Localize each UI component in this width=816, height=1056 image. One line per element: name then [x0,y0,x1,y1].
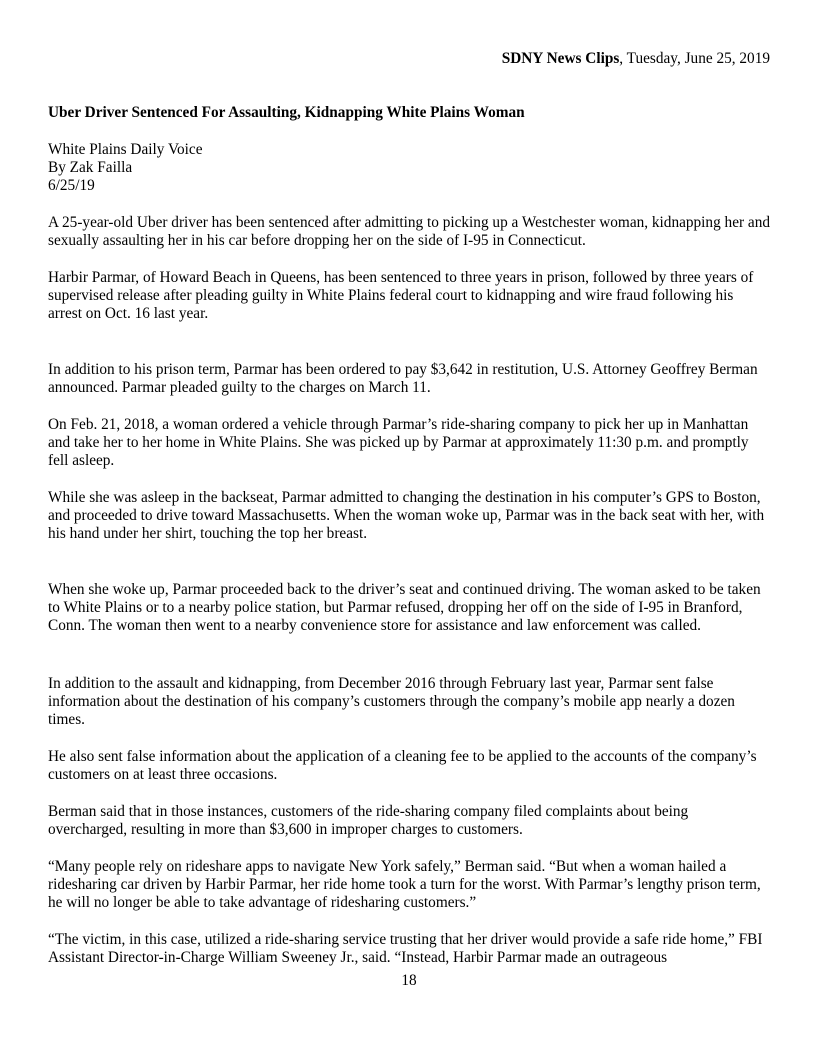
article-paragraph [48,489,770,544]
paragraph-text: A 25-year-old Uber driver has been sentenced after admitting to picking up a Westchester woman, kidnapping her and sexually assaulting her in his car before dropping her on the side of I-95 in Connecticut. [48,214,771,250]
paragraph-text: While she was asleep in the backseat, Parmar admitted to changing the destination in his computer’s GPS to Boston, and proceeded to drive toward Massachusetts. When the woman woke up, Parmar was in the back seat with her, with his hand under her shirt, touching the top her breast. [48,489,765,543]
paragraph-text: He also sent false information about the application of a cleaning fee to be applied to the accounts of the company’s customers on at least three occasions. [48,748,757,784]
paragraph-text: In addition to the assault and kidnapping, from December 2016 through February last year, Parmar sent false information about the destination of his company’s customers through the company’s mobile app nearly a dozen times. [48,675,735,729]
paragraph-text: In addition to his prison term, Parmar has been ordered to pay $3,642 in restitution, U.S. Attorney Geoffrey Berman announced. Parmar pleaded guilty to the charges on March 11. [48,361,758,397]
paragraph-text: On Feb. 21, 2018, a woman ordered a vehicle through Parmar’s ride-sharing company to pick her up in Manhattan and take her to her home in White Plains. She was picked up by Parmar at approximately 11:30 p.m. and promptly fell asleep. [48,416,749,470]
article-paragraph [48,581,770,636]
page-header [502,50,770,68]
paragraph-text: “The victim, in this case, utilized a ride-sharing service trusting that her driver would provide a safe ride home,” FBI Assistant Director-in-Charge William Sweeney Jr., said. “Instead, Harbir Parmar made an outrageous [48,931,763,967]
header-date: , Tuesday, June 25, 2019 [619,50,770,67]
page-number: 18 [401,972,417,989]
article-paragraph [48,361,770,397]
document-page [48,0,770,1056]
article-source: White Plains Daily Voice [48,141,203,158]
article-date: 6/25/19 [48,177,95,195]
article-paragraph [48,675,770,730]
article-meta [48,141,203,196]
paragraph-text: “Many people rely on rideshare apps to navigate New York safely,” Berman said. “But when a woman hailed a ridesharing car driven by Harbir Parmar, her ride home took a turn for the worst. With Parmar’s lengthy prison term, he will no longer be able to take advantage of ridesharing customers.” [48,858,761,912]
paragraph-text: When she woke up, Parmar proceeded back to the driver’s seat and continued driving. The woman asked to be taken to White Plains or to a nearby police station, but Parmar refused, dropping her off on the side of I-95 in Branford, Conn. The woman then went to a nearby convenience store for assistance and law enforcement was called. [48,581,761,635]
paragraph-text: Harbir Parmar, of Howard Beach in Queens, has been sentenced to three years in prison, followed by three years of supervised release after pleading guilty in White Plains federal court to kidnapping and wire fraud following his arrest on Oct. 16 last year. [48,269,754,323]
article-paragraph [48,416,770,471]
article-paragraph [48,858,770,913]
article-headline: Uber Driver Sentenced For Assaulting, Kidnapping White Plains Woman [48,104,525,121]
paragraph-text: Berman said that in those instances, customers of the ride-sharing company filed complaints about being overcharged, resulting in more than $3,600 in improper charges to customers. [48,803,689,839]
publication-name: SDNY News Clips [501,50,620,67]
article-byline: By Zak Failla [48,159,133,177]
article-paragraph [48,803,770,839]
article-paragraph [48,931,770,967]
article-paragraph [48,214,770,250]
article-paragraph [48,269,770,324]
article-paragraph [48,748,770,784]
